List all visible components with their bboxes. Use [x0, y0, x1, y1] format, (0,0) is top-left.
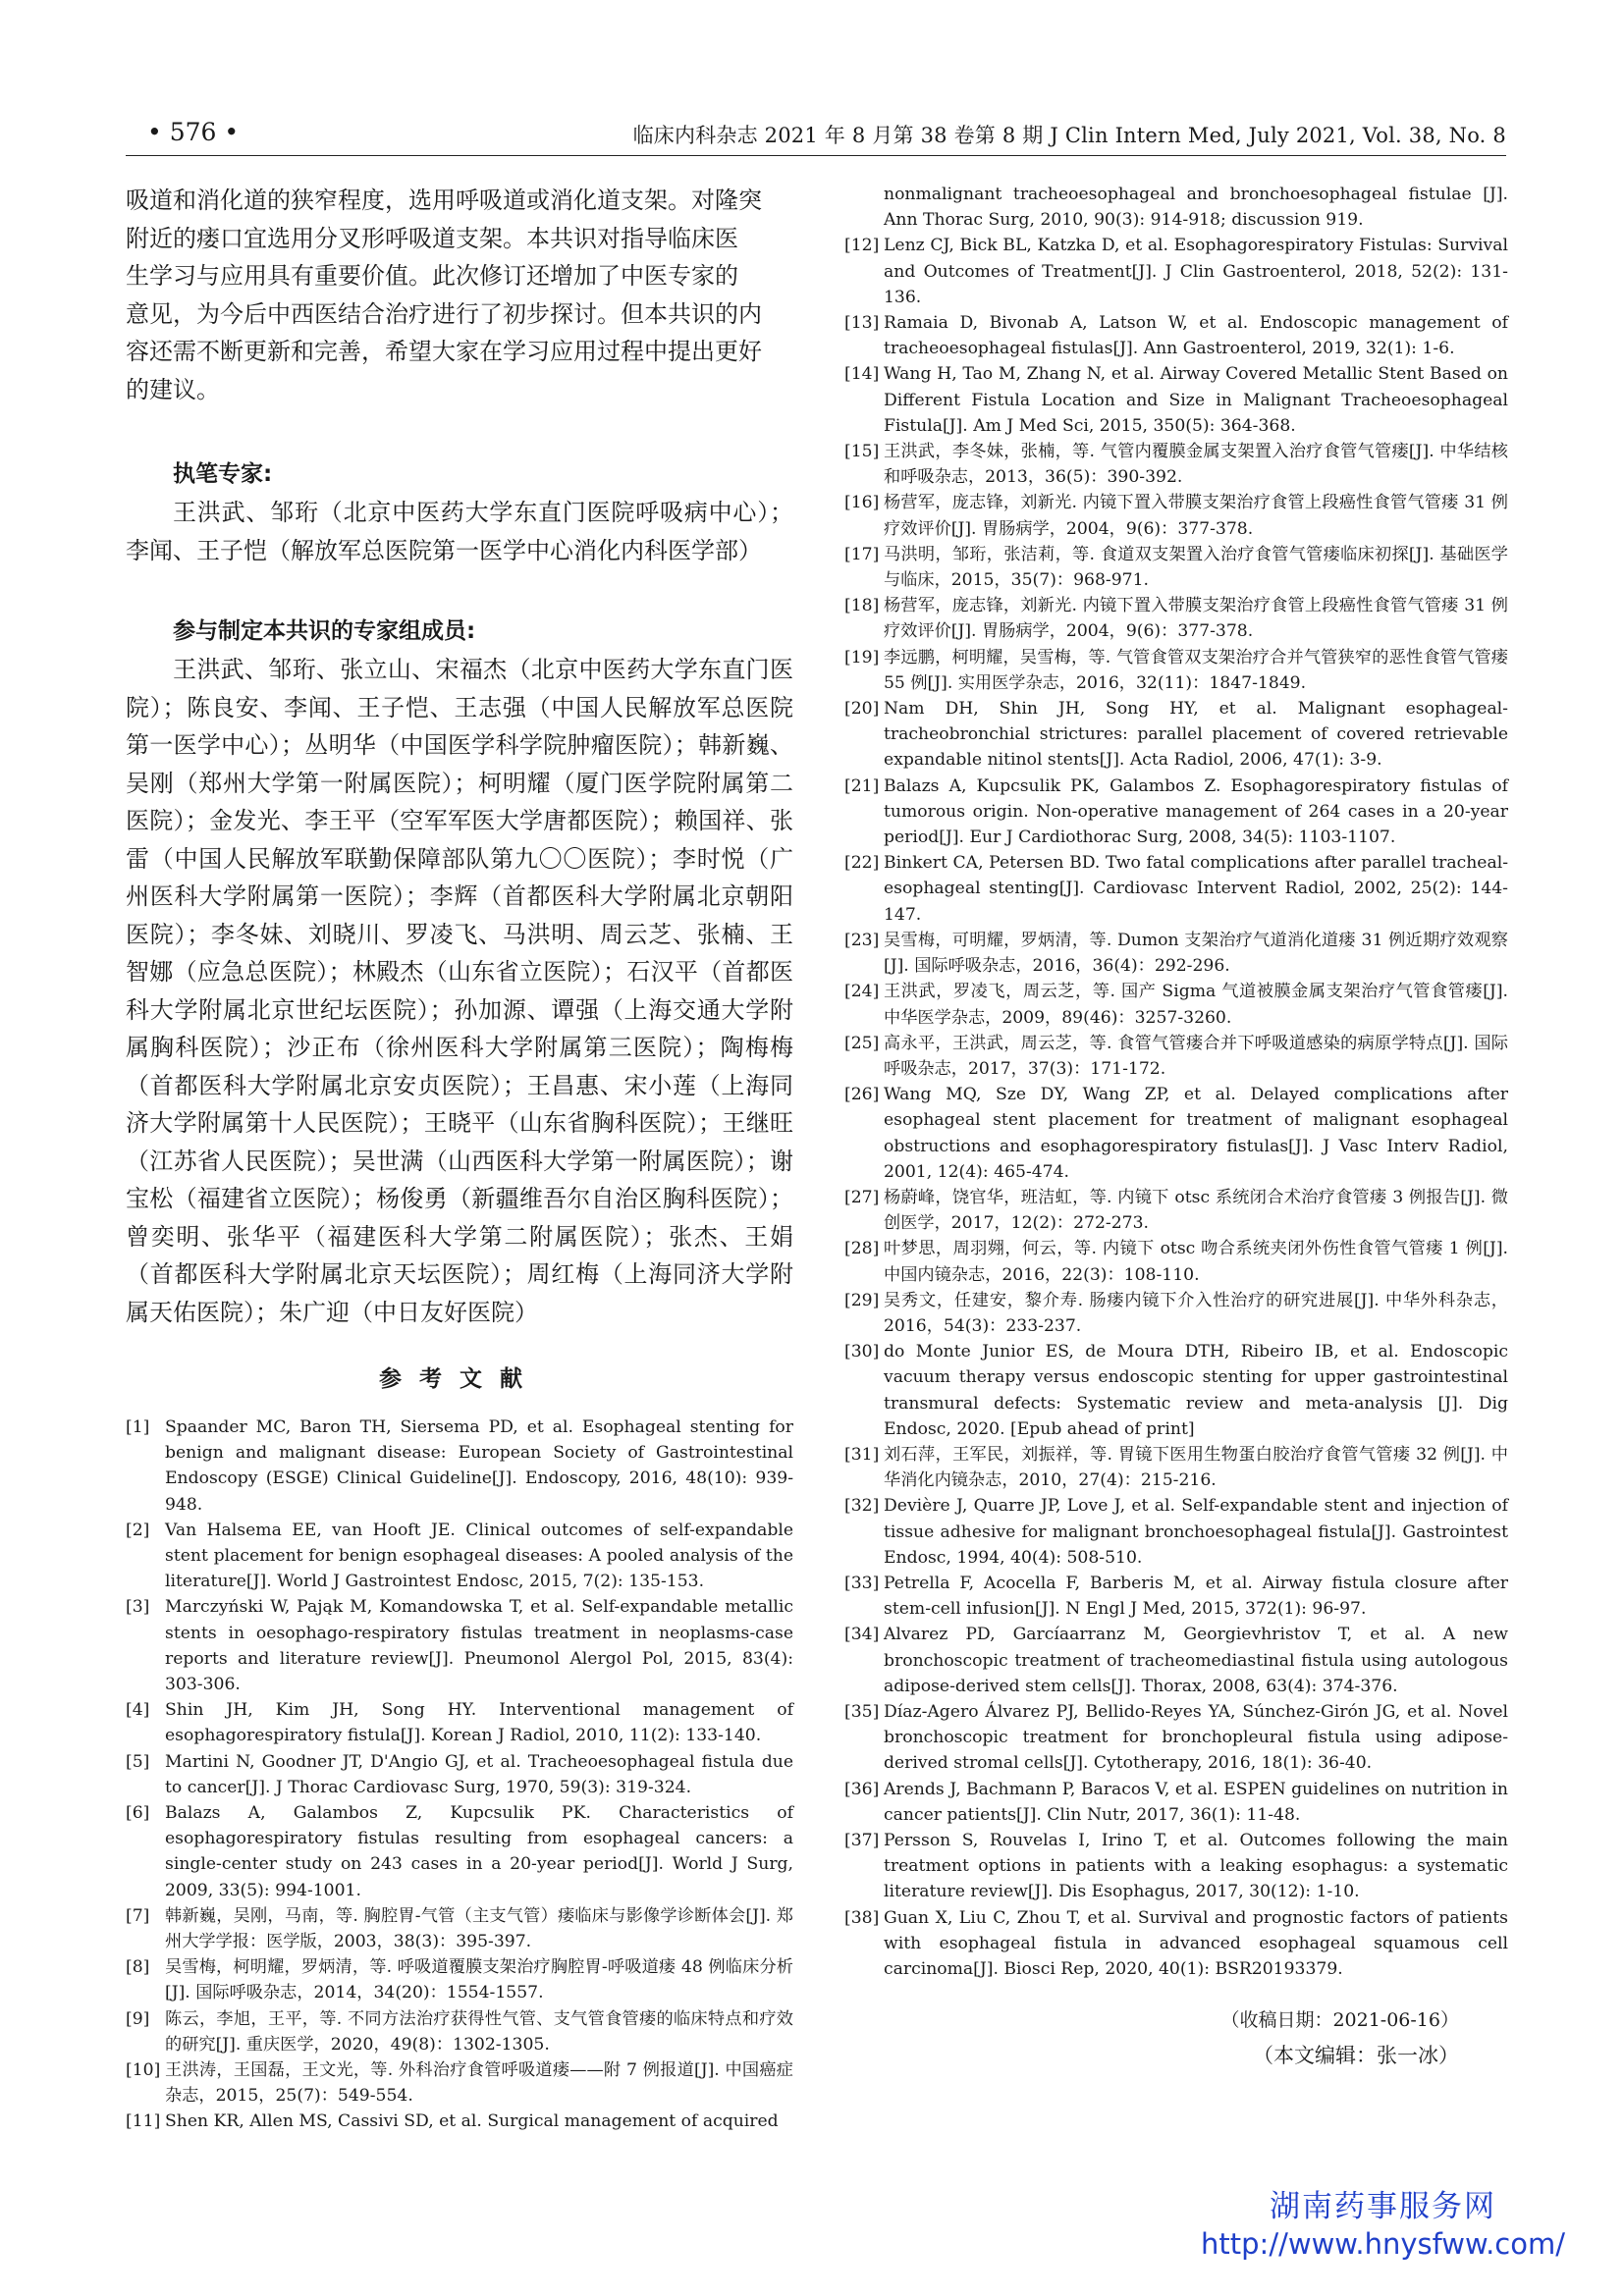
intro-line: 附近的瘘口宜选用分叉形呼吸道支架。本共识对指导临床医 — [126, 224, 738, 252]
reference-item — [126, 1594, 793, 1697]
reference-item — [844, 850, 1508, 928]
reference-number: [6] — [126, 1803, 150, 1824]
reference-number: [7] — [126, 1905, 150, 1926]
watermark — [1201, 2181, 1565, 2261]
reference-item — [844, 1828, 1508, 1905]
reference-number: [33] — [844, 1573, 880, 1593]
members-heading: 参与制定本共识的专家组成员: — [173, 618, 476, 644]
reference-text: Shin JH, Kim JH, Song HY. Interventional management of esophagorespiratory fistula[J]. Korean J Radiol, 2010, 11(2): 133-140. — [165, 1700, 793, 1746]
reference-item — [844, 233, 1508, 310]
reference-text: Díaz-Agero Álvarez PJ, Bellido-Reyes YA, Súnchez-Girón JG, et al. Novel bronchoscopic treatment for bronchopleural fistula using adipose-derived stromal cells[J]. Cytotherapy, 2016, 18(1): 36-40. — [884, 1701, 1508, 1774]
reference-text: Wang MQ, Sze DY, Wang ZP, et al. Delayed complications after esophageal stent placement for treatment of malignant esophageal obstructions and esophagorespiratory fistulas[J]. J Vasc Interv Radiol, 2001, 12(4): 465-474. — [884, 1085, 1508, 1182]
reference-item — [844, 1493, 1508, 1571]
page-number: • 576 • — [147, 118, 240, 146]
reference-item — [844, 928, 1508, 979]
reference-text: Spaander MC, Baron TH, Siersema PD, et al. Esophageal stenting for benign and malignant disease: European Society of Gastrointestinal Endoscopy (ESGE) Clinical Guideline[J]. Endoscopy, 2016, 48(10): 939-948. — [165, 1417, 793, 1515]
reference-number: [36] — [844, 1779, 880, 1799]
reference-item — [844, 542, 1508, 593]
reference-text: Alvarez PD, Garcíaarranz M, Georgievhristov T, et al. A new bronchoscopic treatment of tracheomediastinal fistula using autologous adipose-derived stem cells[J]. Thorax, 2008, 63(4): 374-376. — [884, 1625, 1508, 1696]
reference-item — [126, 1697, 793, 1748]
reference-text: 韩新巍，吴刚，马南，等. 胸腔胃-气管（主支气管）瘘临床与影像学诊断体会[J]. 郑州大学学报：医学版，2003，38(3)：395-397. — [165, 1905, 793, 1952]
reference-text: 吴秀文，任建安，黎介寿. 肠瘘内镜下介入性治疗的研究进展[J]. 中华外科杂志，2016，54(3)：233-237. — [884, 1290, 1508, 1336]
intro-line: 吸道和消化道的狭窄程度，选用呼吸道或消化道支架。对隆突 — [126, 187, 762, 214]
reference-number: [34] — [844, 1625, 880, 1645]
reference-text: 杨蔚峰，饶官华，班洁虹，等. 内镜下 otsc 系统闭合术治疗食管瘘 3 例报告[J]. 微创医学，2017，12(2)：272-273. — [884, 1187, 1508, 1234]
reference-number: [29] — [844, 1290, 880, 1310]
reference-number: [35] — [844, 1701, 880, 1722]
reference-number: [18] — [844, 596, 880, 616]
reference-item — [126, 1800, 793, 1903]
reference-text: Wang H, Tao M, Zhang N, et al. Airway Covered Metallic Stent Based on Different Fistula Location and Size in Malignant Tracheoesophageal Fistula[J]. Am J Med Sci, 2015, 350(5): 364-368. — [884, 364, 1508, 436]
intro-line: 容还需不断更新和完善，希望大家在学习应用过程中提出更好 — [126, 338, 762, 365]
reference-number: [5] — [126, 1751, 150, 1772]
reference-number: [24] — [844, 982, 880, 1002]
reference-number: [23] — [844, 930, 880, 950]
reference-item — [844, 1288, 1508, 1339]
reference-number: [10] — [126, 2060, 161, 2081]
intro-line: 意见，为今后中西医结合治疗进行了初步探讨。但本共识的内 — [126, 299, 762, 328]
reference-item — [844, 593, 1508, 644]
reference-text: 马洪明，邹珩，张洁莉，等. 食道双支架置入治疗食管气管瘘临床初探[J]. 基础医学与临床，2015，35(7)：968-971. — [884, 544, 1508, 591]
reference-item — [844, 439, 1508, 490]
reference-item — [844, 310, 1508, 361]
intro-paragraph — [126, 182, 793, 408]
intro-line: 的建议。 — [126, 375, 220, 403]
reference-item — [844, 1236, 1508, 1287]
writers-heading: 执笔专家: — [173, 461, 273, 487]
reference-text: Guan X, Liu C, Zhou T, et al. Survival and prognostic factors of patients with esophageal fistula in advanced esophageal squamous cell carcinoma[J]. Biosci Rep, 2020, 40(1): BSR20193379. — [884, 1907, 1508, 1980]
reference-item — [126, 2006, 793, 2057]
reference-item — [844, 1339, 1508, 1442]
references-list-left — [126, 1415, 793, 2135]
reference-number: [20] — [844, 699, 880, 720]
reference-text: Arends J, Bachmann P, Baracos V, et al. ESPEN guidelines on nutrition in cancer patients[J]. Clin Nutr, 2017, 36(1): 11-48. — [884, 1779, 1508, 1825]
reference-text: 高永平，王洪武，周云芝，等. 食管气管瘘合并下呼吸道感染的病原学特点[J]. 国际呼吸杂志，2017，37(3)：171-172. — [884, 1033, 1508, 1079]
reference-item — [126, 1903, 793, 1954]
reference-item — [844, 1905, 1508, 1983]
reference-text: Ramaia D, Bivonab A, Latson W, et al. Endoscopic management of tracheoesophageal fistulas[J]. Ann Gastroenterol, 2019, 32(1): 1-6. — [884, 313, 1508, 359]
reference-number: [9] — [126, 2008, 150, 2029]
reference-text: 刘石萍，王军民，刘振祥，等. 胃镜下医用生物蛋白胶治疗食管气管瘘 32 例[J]. 中华消化内镜杂志，2010，27(4)：215-216. — [884, 1444, 1508, 1491]
reference-text: Binkert CA, Petersen BD. Two fatal complications after parallel tracheal-esophageal stenting[J]. Cardiovasc Intervent Radiol, 2002, 25(2): 144-147. — [884, 853, 1508, 925]
reference-text: Van Halsema EE, van Hooft JE. Clinical outcomes of self-expandable stent placement for benign esophageal diseases: A pooled analysis of the literature[J]. World J Gastrointest Endosc, 2015, 7(2): 135-153. — [165, 1520, 793, 1592]
reference-text: Martini N, Goodner JT, D'Angio GJ, et al. Tracheoesophageal fistula due to cancer[J]. J Thorac Cardiovasc Surg, 1970, 59(3): 319-324. — [165, 1751, 793, 1797]
reference-text: 王洪武，李冬妹，张楠，等. 气管内覆膜金属支架置入治疗食管气管瘘[J]. 中华结核和呼吸杂志，2013，36(5)：390-392. — [884, 442, 1508, 488]
reference-continuation: nonmalignant tracheoesophageal and bronchoesophageal fistulae [J]. Ann Thorac Surg, 2010, 90(3): 914-918; discussion 919. — [884, 185, 1508, 231]
reference-item — [844, 1082, 1508, 1185]
reference-text: Petrella F, Acocella F, Barberis M, et al. Airway fistula closure after stem-cell infusion[J]. N Engl J Med, 2015, 372(1): 96-97. — [884, 1573, 1508, 1620]
reference-number: [38] — [844, 1907, 880, 1928]
reference-text: Persson S, Rouvelas I, Irino T, et al. Outcomes following the main treatment options in patients with a leaking esophagus: a systematic literature review[J]. Dis Esophagus, 2017, 30(12): 1-10. — [884, 1831, 1508, 1902]
reference-item — [126, 1954, 793, 2005]
reference-number: [31] — [844, 1444, 880, 1465]
reference-text: 王洪涛，王国磊，王文光，等. 外科治疗食管呼吸道瘘——附 7 例报道[J]. 中国癌症杂志，2015，25(7)：549-554. — [165, 2060, 793, 2107]
reference-number: [1] — [126, 1417, 150, 1437]
reference-item — [844, 696, 1508, 774]
reference-number: [26] — [844, 1085, 880, 1105]
reference-number: [12] — [844, 236, 880, 256]
reference-number: [15] — [844, 442, 880, 462]
reference-text: Nam DH, Shin JH, Song HY, et al. Malignant esophageal-tracheobronchial strictures: parallel placement of covered retrievable expandable nitinol stents[J]. Acta Radiol, 2006, 47(1): 3-9. — [884, 699, 1508, 771]
reference-number: [4] — [126, 1700, 150, 1721]
reference-text: Marczyński W, Pająk M, Komandowska T, et al. Self-expandable metallic stents in oesophago-respiratory fistulas treatment in neoplasms-case reports and literature review[J]. Pneumonol Alergol Pol, 2015, 83(4): 303-306. — [165, 1597, 793, 1695]
reference-number: [17] — [844, 544, 880, 564]
references-title: 参考文献 — [379, 1366, 540, 1392]
reference-item — [844, 1777, 1508, 1828]
references-list-right — [844, 233, 1508, 1982]
reference-number: [2] — [126, 1520, 150, 1540]
reference-item — [126, 1749, 793, 1800]
reference-text: do Monte Junior ES, de Moura DTH, Ribeiro IB, et al. Endoscopic vacuum therapy versus endoscopic stenting for upper gastrointestinal transmural defects: Systematic review and meta-analysis [J]. Dig Endosc, 2020. [Epub ahead of print] — [884, 1342, 1508, 1439]
reference-item — [844, 1442, 1508, 1493]
reference-item — [844, 979, 1508, 1030]
reference-text: Shen KR, Allen MS, Cassivi SD, et al. Surgical management of acquired — [165, 2111, 779, 2132]
reference-number: [32] — [844, 1496, 880, 1517]
reference-item — [844, 361, 1508, 439]
reference-number: [13] — [844, 313, 880, 334]
right-column — [844, 182, 1508, 2069]
reference-number: [25] — [844, 1033, 880, 1053]
reference-item — [844, 1622, 1508, 1699]
reference-text: Devière J, Quarre JP, Love J, et al. Self-expandable stent and injection of tissue adhesive for malignant bronchoesophageal fistula[J]. Gastrointest Endosc, 1994, 40(4): 508-510. — [884, 1496, 1508, 1568]
members-text: 王洪武、邹珩、张立山、宋福杰（北京中医药大学东直门医院）；陈良安、李闻、王子恺、王志强（中国人民解放军总医院第一医学中心）；丛明华（中国医学科学院肿瘤医院）；韩新巍、吴刚（郑州大学第一附属医院）；柯明耀（厦门医学院附属第二医院）；金发光、李王平（空军军医大学唐都医院）；赖国祥、张雷（中国人民解放军联勤保障部队第九〇〇医院）；李时悦（广州医科大学附属第一医院）；李辉（首都医科大学附属北京朝阳医院）；李冬妹、刘晓川、罗凌飞、马洪明、周云芝、张楠、王智娜（应急总医院）；林殿杰（山东省立医院）；石汉平（首都医科大学附属北京世纪坛医院）；孙加源、谭强（上海交通大学附属胸科医院）；沙正布（徐州医科大学附属第三医院）；陶梅梅（首都医科大学附属北京安贞医院）；王昌惠、宋小莲（上海同济大学附属第十人民医院）；王晓平（山东省胸科医院）；王继旺（江苏省人民医院）；吴世满（山西医科大学第一附属医院）；谢宝松（福建省立医院）；杨俊勇（新疆维吾尔自治区胸科医院）；曾奕明、张华平（福建医科大学第二附属医院）；张杰、王娟（首都医科大学附属北京天坛医院）；周红梅（上海同济大学附属天佑医院）；朱广迎（中日友好医院） — [126, 656, 793, 1326]
reference-item — [126, 2109, 793, 2134]
page-header — [126, 116, 1506, 156]
reference-text: 吴雪梅，可明耀，罗炳清，等. Dumon 支架治疗气道消化道瘘 31 例近期疗效观察[J]. 国际呼吸杂志，2016，36(4)：292-296. — [884, 930, 1508, 977]
reference-text: 叶梦思，周羽翙，何云，等. 内镜下 otsc 吻合系统夹闭外伤性食管气管瘘 1 例[J]. 中国内镜杂志，2016，22(3)：108-110. — [884, 1239, 1508, 1285]
reference-number: [8] — [126, 1957, 150, 1978]
reference-number: [16] — [844, 493, 880, 513]
reference-text: 吴雪梅，柯明耀，罗炳清，等. 呼吸道覆膜支架治疗胸腔胃-呼吸道瘘 48 例临床分析[J]. 国际呼吸杂志，2014，34(20)：1554-1557. — [165, 1957, 793, 2003]
reference-item — [844, 1031, 1508, 1082]
reference-text: Lenz CJ, Bick BL, Katzka D, et al. Esophagorespiratory Fistulas: Survival and Outcomes of Treatment[J]. J Clin Gastroenterol, 2018, 52(2): 131-136. — [884, 236, 1508, 307]
reference-text: 杨营军，庞志锋，刘新光. 内镜下置入带膜支架治疗食管上段癌性食管气管瘘 31 例疗效评价[J]. 胃肠病学，2004，9(6)：377-378. — [884, 596, 1508, 642]
reference-text: Balazs A, Kupcsulik PK, Galambos Z. Esophagorespiratory fistulas of tumorous origin. Non-operative management of 264 cases in a 20-year period[J]. Eur J Cardiothorac Surg, 2008, 34(5): 1103-1107. — [884, 775, 1508, 848]
writers-text: 王洪武、邹珩（北京中医药大学东直门医院呼吸病中心）；李闻、王子恺（解放军总医院第一医学中心消化内科医学部） — [126, 499, 793, 564]
reference-text: 李远鹏，柯明耀，吴雪梅，等. 气管食管双支架治疗合并气管狭窄的恶性食管气管瘘 55 例[J]. 实用医学杂志，2016，32(11)：1847-1849. — [884, 647, 1508, 693]
left-column — [126, 182, 793, 2135]
reference-number: [14] — [844, 364, 880, 385]
reference-number: [27] — [844, 1187, 880, 1207]
reference-number: [11] — [126, 2111, 161, 2132]
reference-number: [28] — [844, 1239, 880, 1259]
journal-citation: 临床内科杂志 2021 年 8 月第 38 卷第 8 期 J Clin Intern Med, July 2021, Vol. 38, No. 8 — [632, 124, 1506, 147]
reference-number: [21] — [844, 775, 880, 796]
reference-item — [844, 774, 1508, 851]
reference-number: [37] — [844, 1831, 880, 1850]
watermark-url: http://www.hnysfww.com/ — [1201, 2227, 1565, 2261]
reference-text: 王洪武，罗凌飞，周云芝，等. 国产 Sigma 气道被膜金属支架治疗气管食管瘘[J]. 中华医学杂志，2009，89(46)：3257-3260. — [884, 982, 1508, 1028]
watermark-name: 湖南药事服务网 — [1270, 2189, 1496, 2224]
reference-item — [844, 490, 1508, 541]
reference-text: 杨营军，庞志锋，刘新光. 内镜下置入带膜支架治疗食管上段癌性食管气管瘘 31 例疗效评价[J]. 胃肠病学，2004，9(6)：377-378. — [884, 493, 1508, 539]
reference-number: [30] — [844, 1342, 880, 1362]
reference-item — [126, 1518, 793, 1595]
intro-line: 生学习与应用具有重要价值。此次修订还增加了中医专家的 — [126, 262, 738, 290]
reference-item — [126, 2057, 793, 2109]
received-date: （收稿日期：2021-06-16） — [1220, 2009, 1459, 2032]
reference-number: [22] — [844, 853, 880, 874]
reference-item — [126, 1415, 793, 1518]
reference-item — [844, 1699, 1508, 1777]
editor-credit: （本文编辑：张一冰） — [1253, 2044, 1459, 2068]
reference-text: 陈云，李旭，王平，等. 不同方法治疗获得性气管、支气管食管瘘的临床特点和疗效的研究[J]. 重庆医学，2020，49(8)：1302-1305. — [165, 2008, 793, 2055]
reference-item — [844, 1571, 1508, 1622]
reference-item — [844, 645, 1508, 696]
reference-number: [19] — [844, 647, 880, 667]
reference-item — [844, 1185, 1508, 1236]
reference-number: [3] — [126, 1597, 150, 1618]
reference-text: Balazs A, Galambos Z, Kupcsulik PK. Characteristics of esophagorespiratory fistulas resulting from esophageal cancers: a single-center study on 243 cases in a 20-year period[J]. World J Surg, 2009, 33(5): 994-1001. — [165, 1803, 793, 1900]
